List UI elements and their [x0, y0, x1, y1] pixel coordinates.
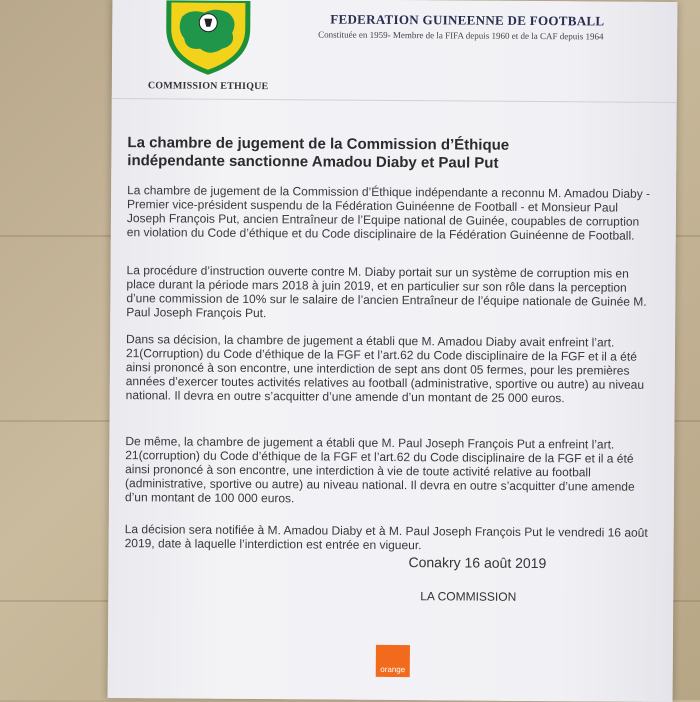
headline-line-2: indépendante sanctionne Amadou Diaby et Paul Put	[127, 152, 499, 172]
document-headline	[127, 134, 647, 174]
paragraph-5: La décision sera notifiée à M. Amadou Diaby et à M. Paul Joseph François Put le vendredi 16 août 2019, date à laquelle l’interdiction est entrée en vigueur.	[124, 522, 648, 553]
document-page	[108, 0, 678, 702]
place-date: Conakry 16 août 2019	[408, 554, 547, 572]
paragraph-1: La chambre de jugement de la Commission d’Éthique indépendante a reconnu M. Amadou Diaby -Premier vice-président suspendu de la Fédération Guinéenne de Football - et Monsieur Paul Joseph François Put, ancien Entraîneur de l’Equipe national de Guinée, coupables de corruption en violation du Code d’éthique et du Code disciplinaire de la Fédération Guinéenne de Football.	[126, 183, 651, 243]
federation-subtitle: Constituée en 1959- Membre de la FIFA depuis 1960 et de la CAF depuis 1964	[318, 29, 604, 42]
paragraph-4: De même, la chambre de jugement a établi que M. Paul Joseph François Put a enfreint l’art. 21(corruption) du Code d’éthique de la FGF et l’art.62 du Code disciplinaire de la FGF et il a été ainsi prononcé à son encontre, une interdiction à vie de toute activité relative au football (administrative, sportive ou autre) au niveau national. Il devra en outre s’acquitter d’une amende d’un montant de 100 000 euros.	[124, 434, 635, 506]
paragraph-2: La procédure d’instruction ouverte contre M. Diaby portait sur un système de corruption mis en place durant la période mars 2018 à juin 2019, et en particulier sur son rôle dans la perception d’une commission de 10% sur le salaire de l’ancien Entraîneur de l’équipe nationale de Guinée M. Paul Joseph François Put.	[126, 263, 647, 321]
commission-label: COMMISSION ETHIQUE	[147, 80, 269, 93]
paragraph-3: Dans sa décision, la chambre de jugement a établi que M. Amadou Diaby avait enfreint l’art. 21(Corruption) du Code d’éthique de la FGF et l’art.62 du Code disciplinaire de la FGF et il a été ainsi prononcé à son encontre, une interdiction de sept ans dont 05 fermes, pour les premières années d’exercer toutes activités relatives au football (administrative, sportive ou autre) au niveau national. Il devra en outre s’acquitter d’une amende d’un montant de 25 000 euros.	[125, 332, 645, 406]
federation-logo	[160, 0, 257, 77]
federation-name: FEDERATION GUINEENNE DE FOOTBALL	[330, 11, 605, 29]
orange-brand-badge: orange	[376, 645, 410, 677]
header-divider	[112, 98, 677, 103]
signature: LA COMMISSION	[420, 589, 517, 604]
headline-line-1: La chambre de jugement de la Commission d’Éthique	[127, 134, 510, 154]
